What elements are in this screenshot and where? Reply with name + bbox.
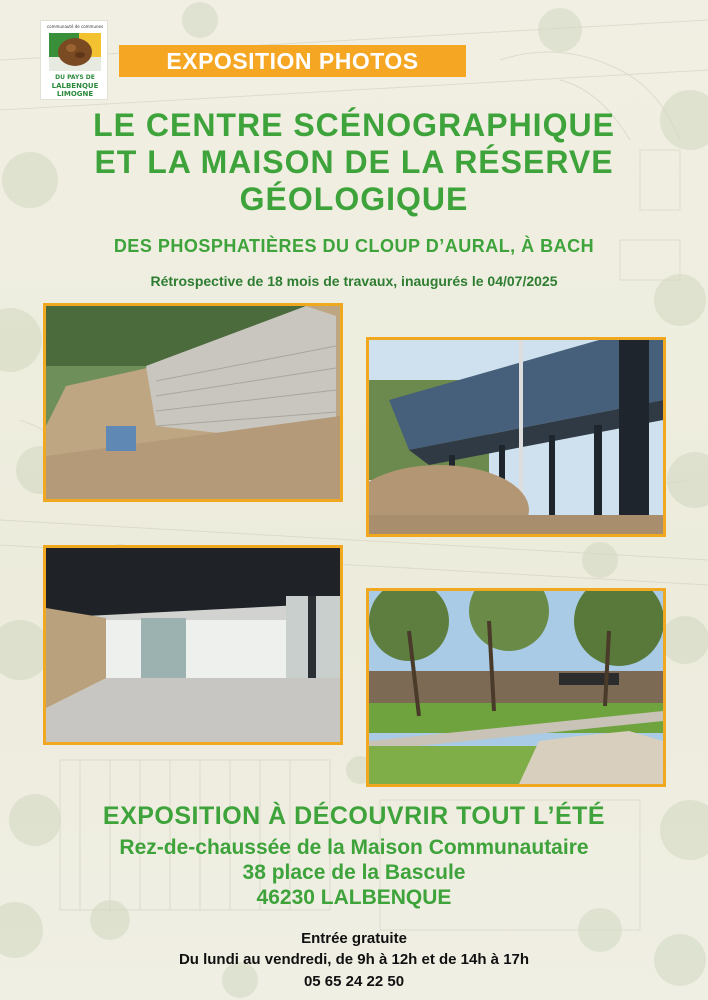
- photo-timber-frame: [366, 337, 666, 537]
- logo-line-2: LALBENQUE: [51, 82, 99, 90]
- community-logo: [40, 20, 108, 100]
- title-line-2: ET LA MAISON DE LA RÉSERVE: [94, 144, 614, 180]
- photo-construction-wall: [43, 303, 343, 502]
- photo-finished-building: [366, 588, 666, 787]
- title-line-1: LE CENTRE SCÉNOGRAPHIQUE: [93, 107, 615, 143]
- subtitle: DES PHOSPHATIÈRES DU CLOUP D’AURAL, À BACH: [113, 236, 595, 256]
- title-line-3: GÉOLOGIQUE: [239, 181, 469, 217]
- logo-line-3: LIMOGNE: [56, 90, 94, 98]
- phone-number: 05 65 24 22 50: [303, 973, 405, 990]
- exposition-banner: EXPOSITION PHOTOS: [119, 45, 466, 77]
- truffle-emblem-icon: [49, 31, 101, 73]
- logo-top-text: communauté de communes: [46, 24, 104, 29]
- address-line-3: 46230 LALBENQUE: [256, 886, 452, 909]
- photo-interior-hall: [43, 545, 343, 745]
- exposition-headline: EXPOSITION À DÉCOUVRIR TOUT L’ÉTÉ: [102, 802, 606, 830]
- logo-line-1: DU PAYS DE: [55, 74, 95, 81]
- entry-info: Entrée gratuite: [301, 930, 407, 947]
- address-line-1: Rez-de-chaussée de la Maison Communautaire: [119, 836, 589, 859]
- retrospective-text: Rétrospective de 18 mois de travaux, inaugurés le 04/07/2025: [150, 273, 558, 289]
- opening-hours: Du lundi au vendredi, de 9h à 12h et de 14h à 17h: [178, 951, 530, 968]
- address-line-2: 38 place de la Bascule: [242, 861, 466, 884]
